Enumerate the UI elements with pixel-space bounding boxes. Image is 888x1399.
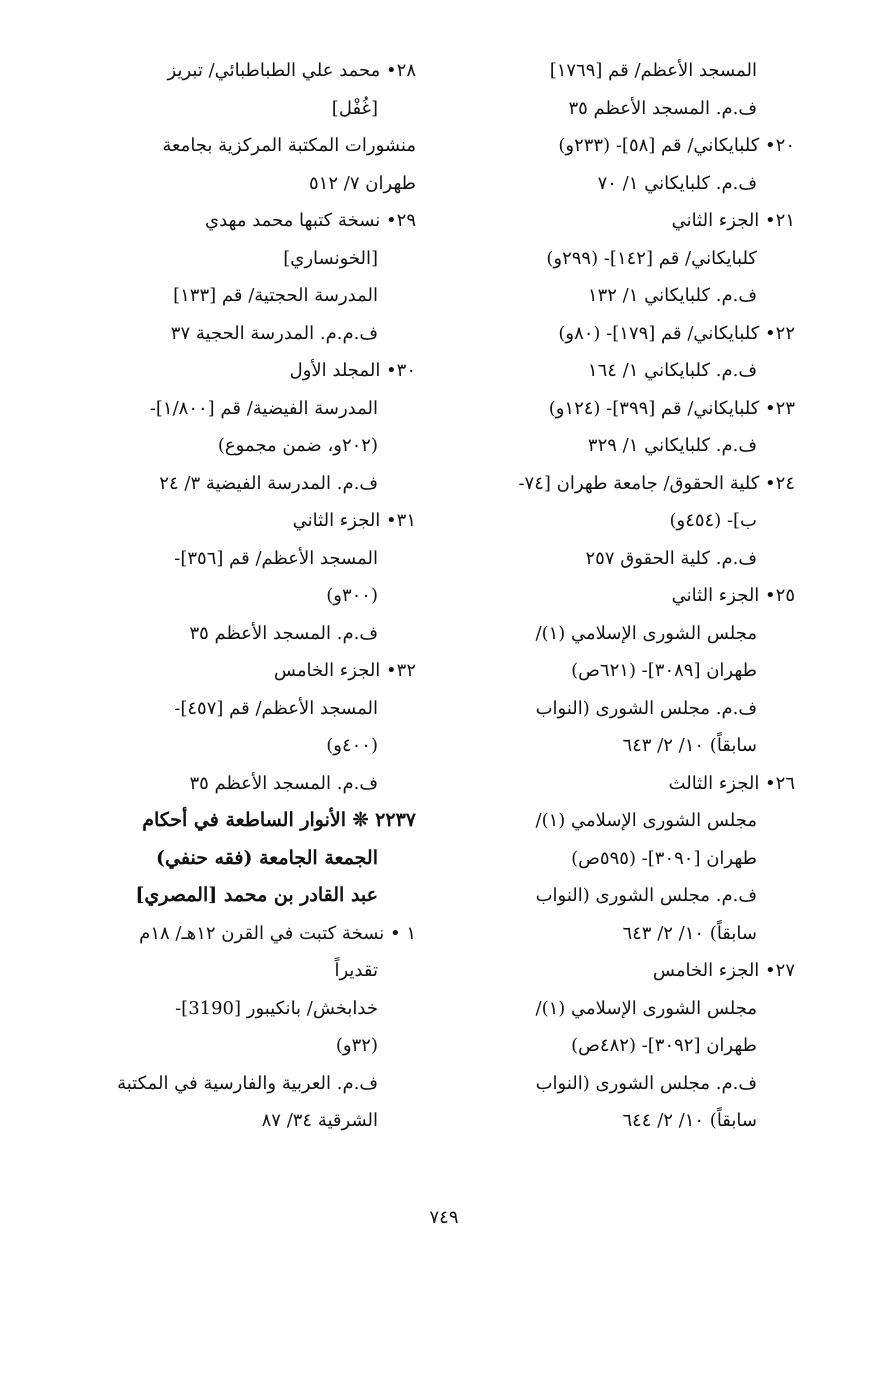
text-line: ٢٦• الجزء الثالث bbox=[668, 772, 795, 794]
text-line: المسجد الأعظم/ قم [٤٥٧]- bbox=[174, 697, 378, 719]
text-line: ٢٤• كلية الحقوق/ جامعة طهران [٧٤- bbox=[518, 472, 795, 494]
right-column bbox=[455, 52, 795, 1140]
text-line: ٣٢• الجزء الخامس bbox=[273, 660, 416, 681]
text-line: (٣٢و) bbox=[335, 1035, 378, 1056]
text-line: ٢٥• الجزء الثاني bbox=[671, 585, 795, 606]
text-line: المدرسة الحجتية/ قم [١٣٣] bbox=[173, 285, 378, 306]
text-line: طهران ٧/ ٥١٢ bbox=[309, 172, 416, 194]
text-line: ٢٧• الجزء الخامس bbox=[652, 960, 795, 981]
text-line: (٣٠٠و) bbox=[326, 585, 378, 606]
text-line: ف.م. كلبايكاني ١/ ٣٢٩ bbox=[587, 435, 757, 456]
page-number: ٧٤٩ bbox=[429, 1207, 459, 1228]
text-line: ٢٢• كلبايكاني/ قم [١٧٩]- (٨٠و) bbox=[558, 322, 795, 344]
text-line: ٣٠• المجلد الأول bbox=[289, 360, 416, 381]
text-line: ف.م. المسجد الأعظم ٣٥ bbox=[189, 772, 378, 794]
text-line: الجمعة الجامعة (فقه حنفي) bbox=[156, 846, 378, 869]
text-line: [غُفْل] bbox=[331, 97, 378, 119]
text-line: كلبايكاني/ قم [١٤٢]- (٢٩٩و) bbox=[546, 247, 757, 269]
text-line: ف.م. كلبايكاني ١/ ١٣٢ bbox=[587, 285, 757, 306]
text-line: ف.م. مجلس الشورى (النواب bbox=[535, 885, 757, 906]
text-line: ٢٩• نسخة كتبها محمد مهدي bbox=[205, 210, 416, 231]
text-line: ٣١• الجزء الثاني bbox=[292, 510, 416, 531]
text-line: المدرسة الفيضية/ قم [١/٨٠٠]- bbox=[149, 397, 378, 419]
text-line: ٢٠• كلبايكاني/ قم [٥٨]- (٢٣٣و) bbox=[558, 135, 795, 156]
text-line: المسجد الأعظم/ قم [١٧٦٩] bbox=[549, 60, 757, 81]
text-line: ف.م. المسجد الأعظم ٣٥ bbox=[568, 97, 757, 119]
text-line: مجلس الشورى الإسلامي (١)/ bbox=[535, 810, 757, 831]
text-line: طهران [٣٠٩٢]- (٤٨٢ص) bbox=[571, 1035, 757, 1056]
text-line: ب]- (٤٥٤و) bbox=[669, 510, 757, 531]
text-line: الشرقية ٣٤/ ٨٧ bbox=[261, 1110, 378, 1131]
text-line: ٢١• الجزء الثاني bbox=[671, 210, 795, 231]
text-line: سابقاً) ١٠/ ٢/ ٦٤٣ bbox=[622, 922, 757, 944]
text-line: طهران [٣٠٨٩]- (٦٢١ص) bbox=[571, 660, 757, 681]
text-line: مجلس الشورى الإسلامي (١)/ bbox=[535, 622, 757, 644]
text-line: ف.م. كلبايكاني ١/ ١٦٤ bbox=[587, 360, 757, 381]
text-line: ٢٢٣٧ ❊ الأنوار الساطعة في أحكام bbox=[142, 809, 416, 831]
text-line: ف.م. كلبايكاني ١/ ٧٠ bbox=[597, 172, 757, 194]
text-line: [الخونساري] bbox=[283, 247, 378, 269]
text-line: ف.م. مجلس الشورى (النواب bbox=[535, 697, 757, 719]
text-line: سابقاً) ١٠/ ٢/ ٦٤٤ bbox=[622, 1110, 757, 1131]
text-line: عبد القادر بن محمد [المصري] bbox=[135, 884, 378, 906]
text-line: ف.م.م. المدرسة الحجية ٣٧ bbox=[170, 322, 378, 344]
left-column bbox=[76, 52, 416, 1140]
text-line: سابقاً) ١٠/ ٢/ ٦٤٣ bbox=[622, 735, 757, 756]
text-line: ف.م. العربية والفارسية في المكتبة bbox=[117, 1072, 378, 1094]
text-line: ف.م. كلية الحقوق ٢٥٧ bbox=[585, 547, 757, 569]
text-line: تقديراً bbox=[334, 960, 378, 981]
text-line: منشورات المكتبة المركزية بجامعة bbox=[162, 135, 416, 156]
text-line: طهران [٣٠٩٠]- (٥٩٥ص) bbox=[571, 847, 757, 869]
text-line: مجلس الشورى الإسلامي (١)/ bbox=[535, 997, 757, 1019]
text-line: (٤٠٠و) bbox=[326, 735, 378, 756]
text-line: ٢٨• محمد علي الطباطبائي/ تبريز bbox=[167, 60, 416, 81]
text-line: ف.م. المسجد الأعظم ٣٥ bbox=[189, 622, 378, 644]
text-line: ف.م. مجلس الشورى (النواب bbox=[535, 1072, 757, 1094]
text-line: خدابخش/ بانكيبور [3190]- bbox=[175, 997, 378, 1019]
text-line: ١ • نسخة كتبت في القرن ١٢هـ/ ١٨م bbox=[139, 922, 416, 944]
text-line: المسجد الأعظم/ قم [٣٥٦]- bbox=[174, 547, 378, 569]
text-line: (٢٠٢و، ضمن مجموع) bbox=[217, 435, 378, 456]
text-line: ٢٣• كلبايكاني/ قم [٣٩٩]- (١٢٤و) bbox=[548, 397, 795, 419]
text-line: ف.م. المدرسة الفيضية ٣/ ٢٤ bbox=[159, 472, 378, 494]
